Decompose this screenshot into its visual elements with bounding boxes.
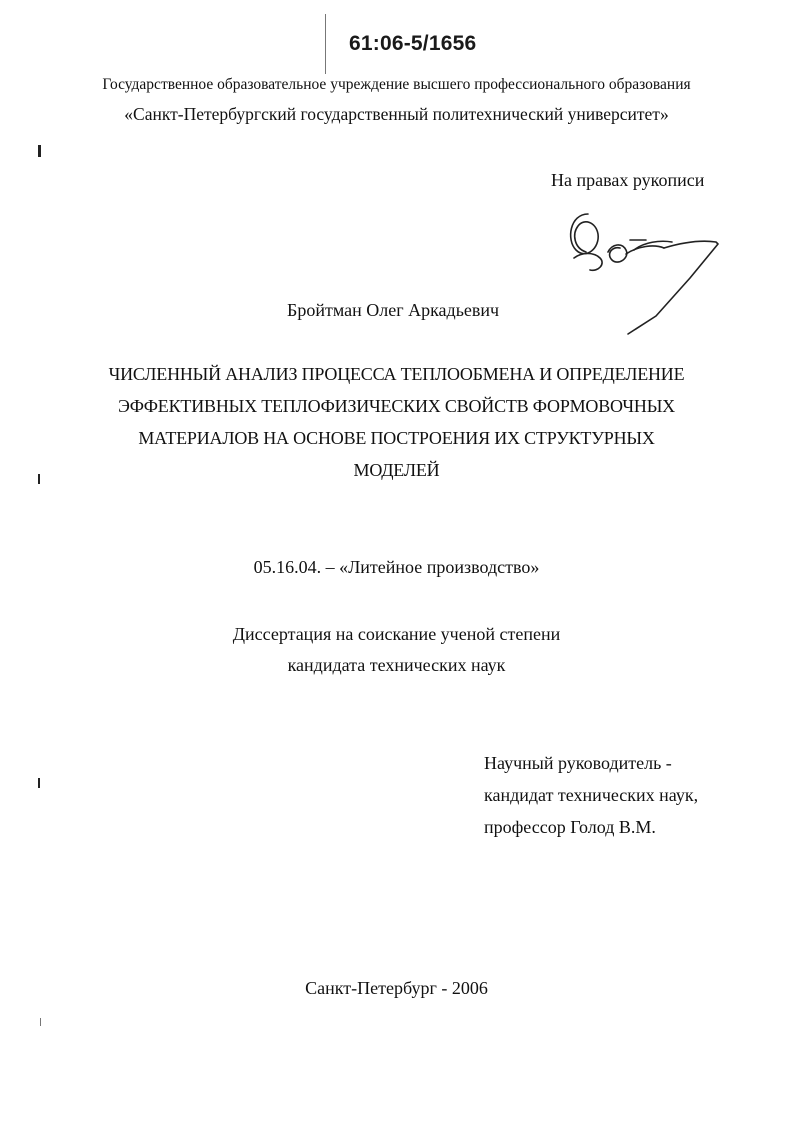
margin-mark-1 bbox=[38, 145, 41, 157]
margin-mark-3 bbox=[38, 778, 40, 788]
dissertation-title-line-2: ЭФФЕКТИВНЫХ ТЕПЛОФИЗИЧЕСКИХ СВОЙСТВ ФОРМОВОЧНЫХ bbox=[118, 396, 675, 416]
dissertation-title-line-4: МОДЕЛЕЙ bbox=[353, 460, 440, 480]
author-name: Бройтман Олег Аркадьевич bbox=[287, 300, 500, 320]
degree-line-1: Диссертация на соискание ученой степени bbox=[232, 624, 561, 644]
supervisor-degree: кандидат технических наук, bbox=[484, 785, 699, 805]
institution-line-2: «Санкт-Петербургский государственный политехнический университет» bbox=[124, 104, 669, 124]
dissertation-title-line-1: ЧИСЛЕННЫЙ АНАЛИЗ ПРОЦЕССА ТЕПЛООБМЕНА И ОПРЕДЕЛЕНИЕ bbox=[108, 364, 685, 384]
margin-mark-4 bbox=[40, 1018, 41, 1026]
specialty-code: 05.16.04. – «Литейное производство» bbox=[253, 557, 540, 577]
dissertation-title-line-3: МАТЕРИАЛОВ НА ОСНОВЕ ПОСТРОЕНИЯ ИХ СТРУКТУРНЫХ bbox=[138, 428, 655, 448]
manuscript-rights: На правах рукописи bbox=[551, 170, 705, 190]
degree-line-2: кандидата технических наук bbox=[287, 655, 506, 675]
supervisor-role: Научный руководитель - bbox=[484, 753, 672, 773]
supervisor-name: профессор Голод В.М. bbox=[484, 817, 656, 837]
scan-mark-top bbox=[325, 14, 326, 74]
signature bbox=[560, 200, 730, 340]
institution-line-1: Государственное образовательное учреждение высшего профессионального образования bbox=[102, 76, 691, 93]
city-year: Санкт-Петербург - 2006 bbox=[305, 978, 488, 998]
archive-stamp: 61:06-5/1656 bbox=[349, 32, 477, 55]
